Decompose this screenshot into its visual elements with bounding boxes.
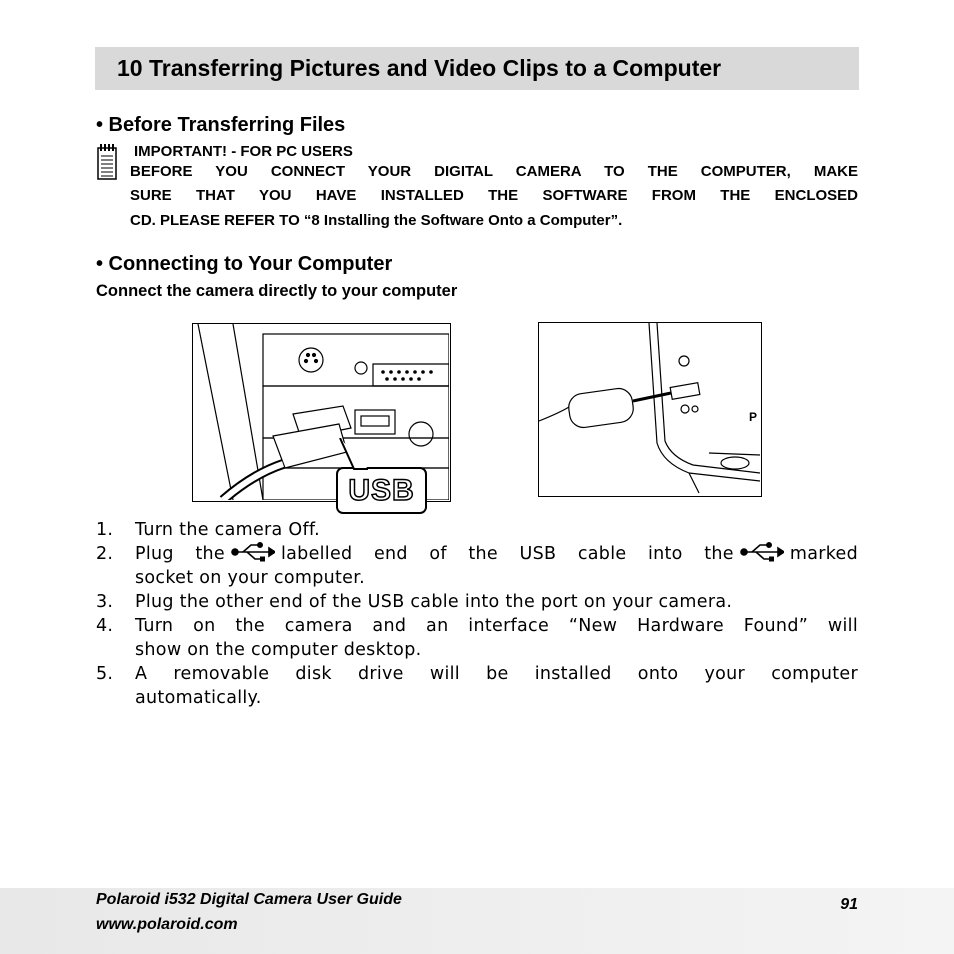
step-item <box>96 590 858 614</box>
footer-guide-title: Polaroid i532 Digital Camera User Guide <box>96 891 402 908</box>
footer-url[interactable]: www.polaroid.com <box>96 916 238 933</box>
note-line: CD. PLEASE REFER TO “8 Installing the Software Onto a Computer”. <box>130 212 623 229</box>
step-text: Turn the camera Off. <box>135 520 320 540</box>
note-line: SURE THAT YOU HAVE INSTALLED THE SOFTWARE FROM THE ENCLOSED <box>130 187 858 204</box>
step-text: Plug the other end of the USB cable into the port on your camera. <box>135 592 733 612</box>
section-heading-before-transferring: • Before Transferring Files <box>96 114 346 136</box>
step-text: Turn on the camera and an interface “New Hardware Found” will <box>135 616 858 636</box>
page-footer <box>0 888 954 954</box>
page-number: 91 <box>840 896 858 913</box>
step-item <box>96 614 858 662</box>
step-item <box>96 542 858 590</box>
steps-list <box>96 518 858 710</box>
page-title: 10 Transferring Pictures and Video Clips to a Computer <box>117 55 722 81</box>
section-heading-connecting: • Connecting to Your Computer <box>96 253 393 275</box>
usb-symbol-icon <box>231 542 275 562</box>
step-number: 5. <box>96 664 114 684</box>
subheading: Connect the camera directly to your computer <box>96 282 458 300</box>
title-bar <box>95 47 859 90</box>
step-text: socket on your computer. <box>135 568 365 588</box>
step-item <box>96 518 858 542</box>
step-number: 4. <box>96 616 114 636</box>
step-item <box>96 662 858 710</box>
step-text: marked <box>789 544 858 564</box>
usb-symbol-icon <box>740 542 784 562</box>
usb-callout-badge <box>336 467 427 514</box>
step-number: 1. <box>96 520 114 540</box>
step-text: labelled end of the USB cable into the <box>280 544 734 564</box>
usb-label: USB <box>348 473 415 507</box>
camera-usb-illustration <box>538 322 762 497</box>
step-number: 2. <box>96 544 114 564</box>
note-line: BEFORE YOU CONNECT YOUR DIGITAL CAMERA TO THE COMPUTER, MAKE <box>130 163 858 180</box>
callout-pointer <box>334 438 374 470</box>
note-title: IMPORTANT! - FOR PC USERS <box>134 143 353 160</box>
step-text: show on the computer desktop. <box>135 640 422 660</box>
step-text: automatically. <box>135 688 262 708</box>
step-number: 3. <box>96 592 114 612</box>
step-text: A removable disk drive will be installed onto your computer <box>135 664 858 684</box>
step-text: Plug the <box>135 544 225 564</box>
notepad-icon <box>97 144 117 180</box>
svg-text:P: P <box>749 410 758 424</box>
